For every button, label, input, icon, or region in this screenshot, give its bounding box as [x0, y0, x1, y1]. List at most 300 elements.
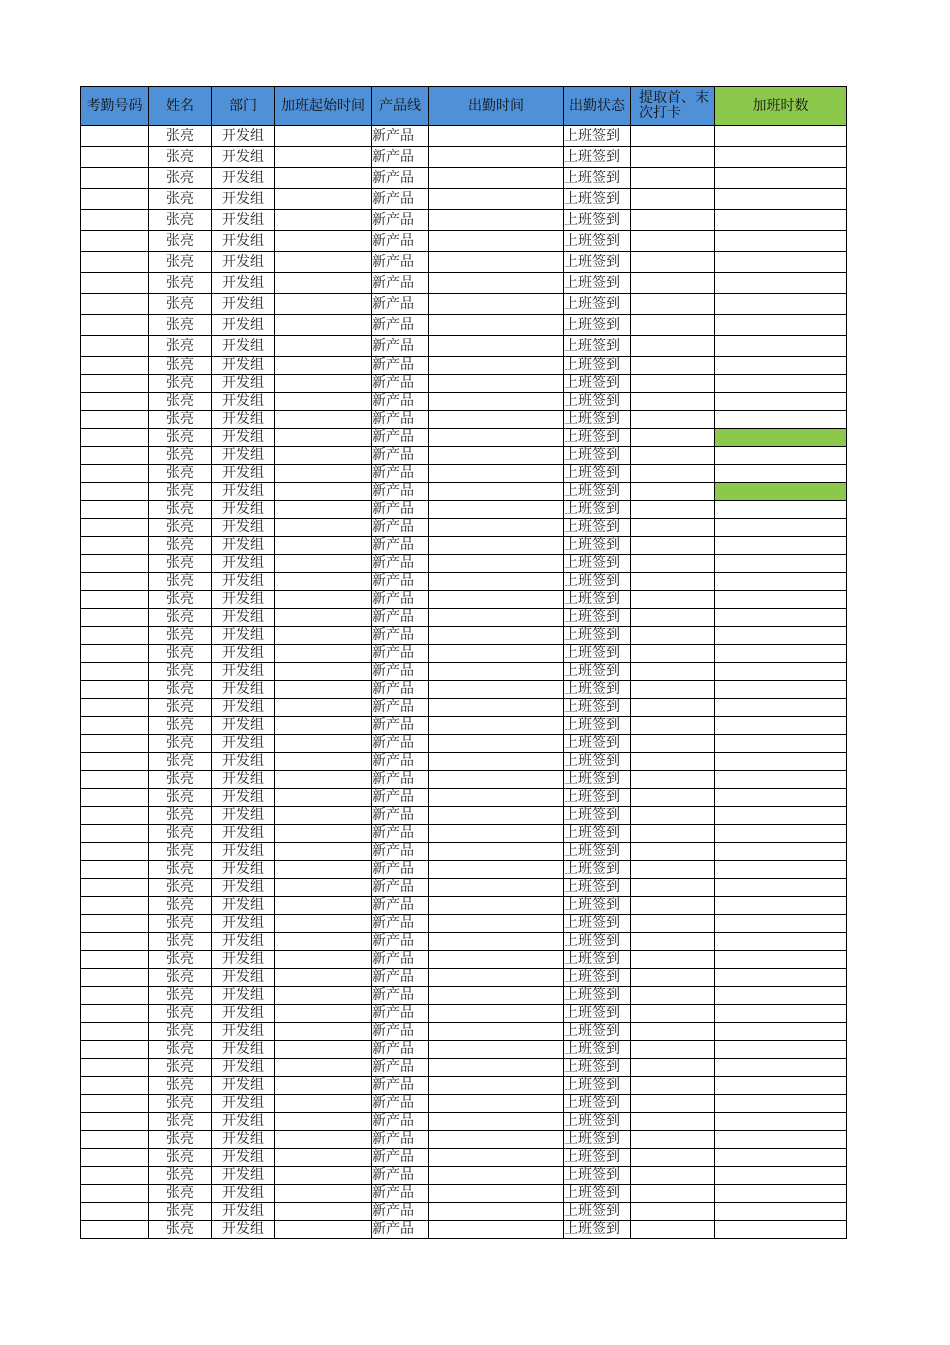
id-cell[interactable] — [81, 807, 149, 825]
att-status-cell[interactable]: 上班签到 — [564, 465, 631, 483]
ot-hours-cell[interactable] — [715, 1059, 847, 1077]
product-line-cell[interactable]: 新产品 — [372, 825, 429, 843]
name-cell[interactable]: 张亮 — [149, 933, 212, 951]
att-time-cell[interactable] — [429, 1113, 564, 1131]
punch-cell[interactable] — [631, 1203, 715, 1221]
ot-start-cell[interactable] — [275, 168, 372, 189]
product-line-cell[interactable]: 新产品 — [372, 933, 429, 951]
name-cell[interactable]: 张亮 — [149, 1005, 212, 1023]
att-status-cell[interactable]: 上班签到 — [564, 231, 631, 252]
dept-cell[interactable]: 开发组 — [212, 252, 275, 273]
punch-cell[interactable] — [631, 519, 715, 537]
dept-cell[interactable]: 开发组 — [212, 969, 275, 987]
att-status-cell[interactable]: 上班签到 — [564, 147, 631, 168]
ot-start-cell[interactable] — [275, 1095, 372, 1113]
ot-hours-cell[interactable] — [715, 483, 847, 501]
product-line-cell[interactable]: 新产品 — [372, 210, 429, 231]
ot-hours-cell[interactable] — [715, 987, 847, 1005]
ot-hours-cell[interactable] — [715, 168, 847, 189]
name-cell[interactable]: 张亮 — [149, 1077, 212, 1095]
ot-hours-cell[interactable] — [715, 555, 847, 573]
att-time-cell[interactable] — [429, 753, 564, 771]
product-line-cell[interactable]: 新产品 — [372, 147, 429, 168]
id-cell[interactable] — [81, 789, 149, 807]
product-line-cell[interactable]: 新产品 — [372, 843, 429, 861]
product-line-cell[interactable]: 新产品 — [372, 735, 429, 753]
ot-hours-cell[interactable] — [715, 1131, 847, 1149]
punch-cell[interactable] — [631, 429, 715, 447]
dept-cell[interactable]: 开发组 — [212, 1221, 275, 1239]
punch-cell[interactable] — [631, 189, 715, 210]
att-time-cell[interactable] — [429, 807, 564, 825]
product-line-cell[interactable]: 新产品 — [372, 681, 429, 699]
name-cell[interactable]: 张亮 — [149, 210, 212, 231]
ot-hours-cell[interactable] — [715, 933, 847, 951]
ot-start-cell[interactable] — [275, 537, 372, 555]
ot-start-cell[interactable] — [275, 735, 372, 753]
att-time-cell[interactable] — [429, 1167, 564, 1185]
punch-cell[interactable] — [631, 627, 715, 645]
header-punch[interactable]: 提取首、末次打卡 — [631, 87, 715, 126]
dept-cell[interactable]: 开发组 — [212, 168, 275, 189]
name-cell[interactable]: 张亮 — [149, 789, 212, 807]
name-cell[interactable]: 张亮 — [149, 126, 212, 147]
ot-hours-cell[interactable] — [715, 879, 847, 897]
product-line-cell[interactable]: 新产品 — [372, 465, 429, 483]
name-cell[interactable]: 张亮 — [149, 717, 212, 735]
ot-start-cell[interactable] — [275, 336, 372, 357]
att-time-cell[interactable] — [429, 1059, 564, 1077]
ot-hours-cell[interactable] — [715, 717, 847, 735]
ot-hours-cell[interactable] — [715, 699, 847, 717]
id-cell[interactable] — [81, 699, 149, 717]
product-line-cell[interactable]: 新产品 — [372, 555, 429, 573]
product-line-cell[interactable]: 新产品 — [372, 915, 429, 933]
ot-hours-cell[interactable] — [715, 126, 847, 147]
att-time-cell[interactable] — [429, 555, 564, 573]
att-time-cell[interactable] — [429, 1023, 564, 1041]
att-time-cell[interactable] — [429, 168, 564, 189]
product-line-cell[interactable]: 新产品 — [372, 483, 429, 501]
product-line-cell[interactable]: 新产品 — [372, 1005, 429, 1023]
att-time-cell[interactable] — [429, 447, 564, 465]
id-cell[interactable] — [81, 147, 149, 168]
punch-cell[interactable] — [631, 591, 715, 609]
name-cell[interactable]: 张亮 — [149, 861, 212, 879]
ot-start-cell[interactable] — [275, 1077, 372, 1095]
ot-hours-cell[interactable] — [715, 393, 847, 411]
product-line-cell[interactable]: 新产品 — [372, 126, 429, 147]
punch-cell[interactable] — [631, 252, 715, 273]
name-cell[interactable]: 张亮 — [149, 1023, 212, 1041]
ot-start-cell[interactable] — [275, 1059, 372, 1077]
ot-start-cell[interactable] — [275, 555, 372, 573]
name-cell[interactable]: 张亮 — [149, 825, 212, 843]
name-cell[interactable]: 张亮 — [149, 447, 212, 465]
name-cell[interactable]: 张亮 — [149, 897, 212, 915]
ot-hours-cell[interactable] — [715, 147, 847, 168]
att-status-cell[interactable]: 上班签到 — [564, 1059, 631, 1077]
name-cell[interactable]: 张亮 — [149, 273, 212, 294]
dept-cell[interactable]: 开发组 — [212, 501, 275, 519]
ot-start-cell[interactable] — [275, 465, 372, 483]
dept-cell[interactable]: 开发组 — [212, 357, 275, 375]
att-time-cell[interactable] — [429, 231, 564, 252]
dept-cell[interactable]: 开发组 — [212, 825, 275, 843]
ot-start-cell[interactable] — [275, 447, 372, 465]
att-status-cell[interactable]: 上班签到 — [564, 501, 631, 519]
att-time-cell[interactable] — [429, 1185, 564, 1203]
ot-hours-cell[interactable] — [715, 1041, 847, 1059]
product-line-cell[interactable]: 新产品 — [372, 699, 429, 717]
att-time-cell[interactable] — [429, 1149, 564, 1167]
id-cell[interactable] — [81, 843, 149, 861]
id-cell[interactable] — [81, 393, 149, 411]
ot-hours-cell[interactable] — [715, 501, 847, 519]
punch-cell[interactable] — [631, 609, 715, 627]
ot-hours-cell[interactable] — [715, 273, 847, 294]
punch-cell[interactable] — [631, 969, 715, 987]
name-cell[interactable]: 张亮 — [149, 681, 212, 699]
id-cell[interactable] — [81, 663, 149, 681]
dept-cell[interactable]: 开发组 — [212, 771, 275, 789]
att-status-cell[interactable]: 上班签到 — [564, 375, 631, 393]
name-cell[interactable]: 张亮 — [149, 231, 212, 252]
att-time-cell[interactable] — [429, 987, 564, 1005]
att-time-cell[interactable] — [429, 537, 564, 555]
dept-cell[interactable]: 开发组 — [212, 735, 275, 753]
att-status-cell[interactable]: 上班签到 — [564, 681, 631, 699]
punch-cell[interactable] — [631, 825, 715, 843]
product-line-cell[interactable]: 新产品 — [372, 1095, 429, 1113]
ot-hours-cell[interactable] — [715, 1203, 847, 1221]
id-cell[interactable] — [81, 1203, 149, 1221]
dept-cell[interactable]: 开发组 — [212, 537, 275, 555]
att-time-cell[interactable] — [429, 969, 564, 987]
id-cell[interactable] — [81, 879, 149, 897]
id-cell[interactable] — [81, 645, 149, 663]
name-cell[interactable]: 张亮 — [149, 627, 212, 645]
punch-cell[interactable] — [631, 1185, 715, 1203]
product-line-cell[interactable]: 新产品 — [372, 336, 429, 357]
name-cell[interactable]: 张亮 — [149, 573, 212, 591]
name-cell[interactable]: 张亮 — [149, 609, 212, 627]
ot-start-cell[interactable] — [275, 699, 372, 717]
dept-cell[interactable]: 开发组 — [212, 1005, 275, 1023]
att-time-cell[interactable] — [429, 915, 564, 933]
att-time-cell[interactable] — [429, 294, 564, 315]
ot-start-cell[interactable] — [275, 273, 372, 294]
ot-hours-cell[interactable] — [715, 1113, 847, 1131]
att-status-cell[interactable]: 上班签到 — [564, 126, 631, 147]
ot-start-cell[interactable] — [275, 1131, 372, 1149]
id-cell[interactable] — [81, 1167, 149, 1185]
header-ot-start[interactable]: 加班起始时间 — [275, 87, 372, 126]
name-cell[interactable]: 张亮 — [149, 987, 212, 1005]
att-time-cell[interactable] — [429, 210, 564, 231]
product-line-cell[interactable]: 新产品 — [372, 609, 429, 627]
dept-cell[interactable]: 开发组 — [212, 1149, 275, 1167]
ot-hours-cell[interactable] — [715, 537, 847, 555]
ot-hours-cell[interactable] — [715, 573, 847, 591]
name-cell[interactable]: 张亮 — [149, 294, 212, 315]
id-cell[interactable] — [81, 483, 149, 501]
ot-hours-cell[interactable] — [715, 375, 847, 393]
att-status-cell[interactable]: 上班签到 — [564, 357, 631, 375]
att-status-cell[interactable]: 上班签到 — [564, 483, 631, 501]
id-cell[interactable] — [81, 501, 149, 519]
ot-start-cell[interactable] — [275, 933, 372, 951]
dept-cell[interactable]: 开发组 — [212, 609, 275, 627]
ot-hours-cell[interactable] — [715, 336, 847, 357]
att-status-cell[interactable]: 上班签到 — [564, 1149, 631, 1167]
dept-cell[interactable]: 开发组 — [212, 861, 275, 879]
ot-hours-cell[interactable] — [715, 189, 847, 210]
dept-cell[interactable]: 开发组 — [212, 1095, 275, 1113]
id-cell[interactable] — [81, 861, 149, 879]
ot-hours-cell[interactable] — [715, 210, 847, 231]
ot-start-cell[interactable] — [275, 609, 372, 627]
id-cell[interactable] — [81, 357, 149, 375]
product-line-cell[interactable]: 新产品 — [372, 1077, 429, 1095]
product-line-cell[interactable]: 新产品 — [372, 897, 429, 915]
dept-cell[interactable]: 开发组 — [212, 393, 275, 411]
punch-cell[interactable] — [631, 735, 715, 753]
id-cell[interactable] — [81, 555, 149, 573]
att-status-cell[interactable]: 上班签到 — [564, 699, 631, 717]
ot-hours-cell[interactable] — [715, 735, 847, 753]
att-status-cell[interactable]: 上班签到 — [564, 969, 631, 987]
att-status-cell[interactable]: 上班签到 — [564, 789, 631, 807]
product-line-cell[interactable]: 新产品 — [372, 861, 429, 879]
punch-cell[interactable] — [631, 555, 715, 573]
att-status-cell[interactable]: 上班签到 — [564, 627, 631, 645]
att-time-cell[interactable] — [429, 1095, 564, 1113]
punch-cell[interactable] — [631, 501, 715, 519]
name-cell[interactable]: 张亮 — [149, 429, 212, 447]
punch-cell[interactable] — [631, 573, 715, 591]
ot-hours-cell[interactable] — [715, 1221, 847, 1239]
name-cell[interactable]: 张亮 — [149, 1149, 212, 1167]
ot-hours-cell[interactable] — [715, 519, 847, 537]
ot-hours-cell[interactable] — [715, 681, 847, 699]
att-status-cell[interactable]: 上班签到 — [564, 861, 631, 879]
product-line-cell[interactable]: 新产品 — [372, 411, 429, 429]
dept-cell[interactable]: 开发组 — [212, 951, 275, 969]
id-cell[interactable] — [81, 519, 149, 537]
ot-hours-cell[interactable] — [715, 969, 847, 987]
punch-cell[interactable] — [631, 537, 715, 555]
name-cell[interactable]: 张亮 — [149, 1113, 212, 1131]
product-line-cell[interactable]: 新产品 — [372, 1131, 429, 1149]
name-cell[interactable]: 张亮 — [149, 411, 212, 429]
dept-cell[interactable]: 开发组 — [212, 189, 275, 210]
att-time-cell[interactable] — [429, 1041, 564, 1059]
ot-start-cell[interactable] — [275, 825, 372, 843]
ot-start-cell[interactable] — [275, 951, 372, 969]
id-cell[interactable] — [81, 897, 149, 915]
dept-cell[interactable]: 开发组 — [212, 645, 275, 663]
header-att-time[interactable]: 出勤时间 — [429, 87, 564, 126]
ot-hours-cell[interactable] — [715, 1149, 847, 1167]
name-cell[interactable]: 张亮 — [149, 555, 212, 573]
att-status-cell[interactable]: 上班签到 — [564, 915, 631, 933]
punch-cell[interactable] — [631, 375, 715, 393]
dept-cell[interactable]: 开发组 — [212, 429, 275, 447]
att-status-cell[interactable]: 上班签到 — [564, 1203, 631, 1221]
ot-start-cell[interactable] — [275, 591, 372, 609]
id-cell[interactable] — [81, 465, 149, 483]
header-name[interactable]: 姓名 — [149, 87, 212, 126]
ot-start-cell[interactable] — [275, 663, 372, 681]
att-status-cell[interactable]: 上班签到 — [564, 168, 631, 189]
punch-cell[interactable] — [631, 1113, 715, 1131]
att-time-cell[interactable] — [429, 627, 564, 645]
dept-cell[interactable]: 开发组 — [212, 627, 275, 645]
id-cell[interactable] — [81, 1131, 149, 1149]
product-line-cell[interactable]: 新产品 — [372, 1113, 429, 1131]
att-status-cell[interactable]: 上班签到 — [564, 555, 631, 573]
ot-start-cell[interactable] — [275, 771, 372, 789]
dept-cell[interactable]: 开发组 — [212, 1167, 275, 1185]
ot-start-cell[interactable] — [275, 681, 372, 699]
ot-start-cell[interactable] — [275, 126, 372, 147]
punch-cell[interactable] — [631, 483, 715, 501]
ot-hours-cell[interactable] — [715, 429, 847, 447]
name-cell[interactable]: 张亮 — [149, 663, 212, 681]
punch-cell[interactable] — [631, 681, 715, 699]
ot-start-cell[interactable] — [275, 717, 372, 735]
ot-hours-cell[interactable] — [715, 1077, 847, 1095]
ot-start-cell[interactable] — [275, 375, 372, 393]
name-cell[interactable]: 张亮 — [149, 1221, 212, 1239]
name-cell[interactable]: 张亮 — [149, 951, 212, 969]
id-cell[interactable] — [81, 969, 149, 987]
name-cell[interactable]: 张亮 — [149, 147, 212, 168]
product-line-cell[interactable]: 新产品 — [372, 393, 429, 411]
product-line-cell[interactable]: 新产品 — [372, 789, 429, 807]
name-cell[interactable]: 张亮 — [149, 753, 212, 771]
dept-cell[interactable]: 开发组 — [212, 519, 275, 537]
ot-start-cell[interactable] — [275, 807, 372, 825]
ot-start-cell[interactable] — [275, 483, 372, 501]
att-status-cell[interactable]: 上班签到 — [564, 753, 631, 771]
punch-cell[interactable] — [631, 987, 715, 1005]
punch-cell[interactable] — [631, 879, 715, 897]
ot-start-cell[interactable] — [275, 969, 372, 987]
att-status-cell[interactable]: 上班签到 — [564, 336, 631, 357]
name-cell[interactable]: 张亮 — [149, 483, 212, 501]
ot-start-cell[interactable] — [275, 519, 372, 537]
id-cell[interactable] — [81, 987, 149, 1005]
punch-cell[interactable] — [631, 1041, 715, 1059]
id-cell[interactable] — [81, 627, 149, 645]
name-cell[interactable]: 张亮 — [149, 1095, 212, 1113]
id-cell[interactable] — [81, 933, 149, 951]
dept-cell[interactable]: 开发组 — [212, 483, 275, 501]
name-cell[interactable]: 张亮 — [149, 1203, 212, 1221]
product-line-cell[interactable]: 新产品 — [372, 501, 429, 519]
dept-cell[interactable]: 开发组 — [212, 1059, 275, 1077]
name-cell[interactable]: 张亮 — [149, 336, 212, 357]
ot-hours-cell[interactable] — [715, 1023, 847, 1041]
id-cell[interactable] — [81, 1077, 149, 1095]
name-cell[interactable]: 张亮 — [149, 645, 212, 663]
punch-cell[interactable] — [631, 771, 715, 789]
att-time-cell[interactable] — [429, 735, 564, 753]
att-time-cell[interactable] — [429, 1203, 564, 1221]
id-cell[interactable] — [81, 681, 149, 699]
id-cell[interactable] — [81, 825, 149, 843]
ot-start-cell[interactable] — [275, 411, 372, 429]
id-cell[interactable] — [81, 252, 149, 273]
punch-cell[interactable] — [631, 645, 715, 663]
att-time-cell[interactable] — [429, 189, 564, 210]
name-cell[interactable]: 张亮 — [149, 1059, 212, 1077]
ot-hours-cell[interactable] — [715, 897, 847, 915]
att-time-cell[interactable] — [429, 699, 564, 717]
att-status-cell[interactable]: 上班签到 — [564, 825, 631, 843]
att-time-cell[interactable] — [429, 1131, 564, 1149]
product-line-cell[interactable]: 新产品 — [372, 591, 429, 609]
punch-cell[interactable] — [631, 315, 715, 336]
ot-start-cell[interactable] — [275, 897, 372, 915]
dept-cell[interactable]: 开发组 — [212, 573, 275, 591]
punch-cell[interactable] — [631, 147, 715, 168]
id-cell[interactable] — [81, 1005, 149, 1023]
ot-hours-cell[interactable] — [715, 252, 847, 273]
product-line-cell[interactable]: 新产品 — [372, 771, 429, 789]
att-time-cell[interactable] — [429, 663, 564, 681]
ot-hours-cell[interactable] — [715, 357, 847, 375]
name-cell[interactable]: 张亮 — [149, 1167, 212, 1185]
punch-cell[interactable] — [631, 933, 715, 951]
ot-start-cell[interactable] — [275, 1203, 372, 1221]
product-line-cell[interactable]: 新产品 — [372, 1221, 429, 1239]
id-cell[interactable] — [81, 537, 149, 555]
dept-cell[interactable]: 开发组 — [212, 591, 275, 609]
id-cell[interactable] — [81, 315, 149, 336]
name-cell[interactable]: 张亮 — [149, 1041, 212, 1059]
dept-cell[interactable]: 开发组 — [212, 987, 275, 1005]
att-status-cell[interactable]: 上班签到 — [564, 294, 631, 315]
name-cell[interactable]: 张亮 — [149, 375, 212, 393]
dept-cell[interactable]: 开发组 — [212, 555, 275, 573]
id-cell[interactable] — [81, 1185, 149, 1203]
punch-cell[interactable] — [631, 465, 715, 483]
punch-cell[interactable] — [631, 897, 715, 915]
ot-start-cell[interactable] — [275, 843, 372, 861]
dept-cell[interactable]: 开发组 — [212, 1203, 275, 1221]
punch-cell[interactable] — [631, 210, 715, 231]
id-cell[interactable] — [81, 375, 149, 393]
punch-cell[interactable] — [631, 1023, 715, 1041]
name-cell[interactable]: 张亮 — [149, 537, 212, 555]
att-status-cell[interactable]: 上班签到 — [564, 717, 631, 735]
ot-hours-cell[interactable] — [715, 807, 847, 825]
product-line-cell[interactable]: 新产品 — [372, 1203, 429, 1221]
punch-cell[interactable] — [631, 861, 715, 879]
name-cell[interactable]: 张亮 — [149, 168, 212, 189]
punch-cell[interactable] — [631, 1077, 715, 1095]
dept-cell[interactable]: 开发组 — [212, 663, 275, 681]
header-id[interactable]: 考勤号码 — [81, 87, 149, 126]
att-time-cell[interactable] — [429, 273, 564, 294]
dept-cell[interactable]: 开发组 — [212, 447, 275, 465]
ot-start-cell[interactable] — [275, 315, 372, 336]
att-time-cell[interactable] — [429, 861, 564, 879]
att-time-cell[interactable] — [429, 483, 564, 501]
